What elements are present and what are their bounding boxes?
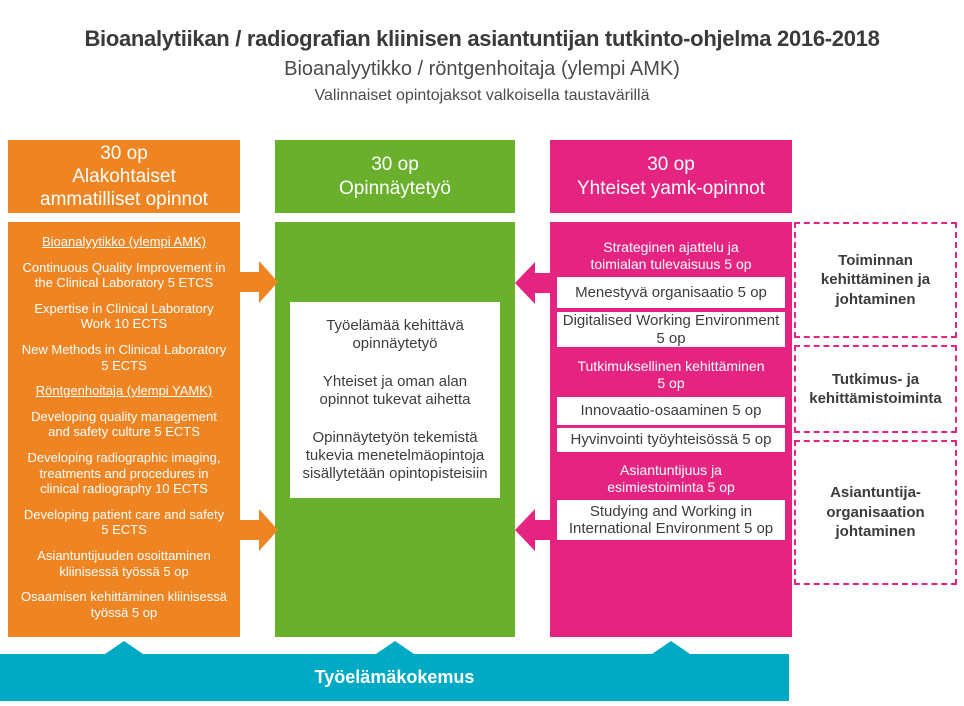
thesis-column-body — [275, 222, 515, 637]
vocational-header-line: 30 op — [100, 142, 148, 164]
course-item: New Methods in Clinical Laboratory 5 ECTS — [21, 341, 227, 373]
course-item: Developing quality management and safety culture 5 ECTS — [31, 408, 217, 440]
thesis-note: Työelämää kehittävä opinnäytetyö — [326, 317, 464, 352]
thesis-note: Opinnäytetyön tekemistä tukevia menetelmäopintoja sisällytetään opintopisteisiin — [302, 429, 488, 482]
thesis-note-box — [290, 302, 500, 498]
page-title: Bioanalytiikan / radiografian kliinisen asiantuntijan tutkinto-ohjelma 2016-2018 — [84, 26, 880, 51]
common-header-line: Yhteiset yamk-opinnot — [577, 177, 765, 199]
course-item: Expertise in Clinical Laboratory Work 10 ECTS — [34, 300, 214, 332]
theme-box: Tutkimus- ja kehittämistoiminta — [794, 345, 957, 433]
elective-course-box: Innovaatio-osaaminen 5 op — [557, 397, 785, 425]
elective-course-box: Menestyvä organisaatio 5 op — [557, 277, 785, 308]
arrow-up-icon — [376, 641, 414, 654]
thesis-header-line: Opinnäytetyö — [339, 177, 451, 199]
arrow-right-icon — [240, 509, 278, 551]
common-header-line: 30 op — [647, 154, 695, 176]
module-label: Asiantuntijuus ja esimiestoiminta 5 op — [607, 462, 735, 495]
degree-heading: Bioanalyytikko (ylempi AMK) — [42, 234, 206, 249]
vocational-header-line: Alakohtaiset — [72, 165, 176, 187]
thesis-header-line: 30 op — [371, 154, 419, 176]
course-item: Asiantuntijuuden osoittaminen kliinisessä työssä 5 op — [37, 547, 211, 579]
elective-course-box: Digitalised Working Environment 5 op — [557, 312, 785, 347]
theme-box: Toiminnan kehittäminen ja johtaminen — [794, 222, 957, 338]
theme-box: Asiantuntija-organisaation johtaminen — [794, 440, 957, 585]
arrow-up-icon — [105, 641, 143, 654]
elective-course-box: Studying and Working in International Environment 5 op — [557, 500, 785, 540]
page-note: Valinnaiset opintojaksot valkoisella taustavärillä — [314, 87, 650, 104]
common-column-header — [550, 140, 792, 213]
common-column-body — [550, 222, 792, 637]
course-item: Developing radiographic imaging, treatments and procedures in clinical radiography 10 ECTS — [27, 449, 221, 497]
module-label: Strateginen ajattelu ja toimialan tulevaisuus 5 op — [590, 239, 752, 272]
course-item: Continuous Quality Improvement in the Clinical Laboratory 5 ETCS — [22, 259, 226, 291]
course-item: Developing patient care and safety 5 ECTS — [23, 506, 225, 538]
module-label: Tutkimuksellinen kehittäminen 5 op — [577, 358, 765, 391]
thesis-note: Yhteiset ja oman alan opinnot tukevat aihetta — [319, 373, 471, 408]
work-experience-bar: Työelämäkokemus — [0, 654, 789, 701]
course-item: Osaamisen kehittäminen kliinisessä työssä 5 op — [21, 589, 227, 620]
page-subtitle: Bioanalyytikko / röntgenhoitaja (ylempi AMK) — [284, 58, 680, 80]
elective-course-box: Hyvinvointi työyhteisössä 5 op — [557, 428, 785, 452]
arrow-right-icon — [240, 261, 278, 303]
arrow-left-icon — [515, 262, 550, 304]
arrow-up-icon — [652, 641, 690, 654]
arrow-left-icon — [515, 509, 550, 551]
thesis-column-header — [275, 140, 515, 213]
degree-heading: Röntgenhoitaja (ylempi YAMK) — [35, 383, 213, 399]
vocational-header-line: ammatilliset opinnot — [40, 189, 208, 211]
vocational-column-header — [8, 140, 240, 213]
vocational-column-body — [8, 222, 240, 637]
